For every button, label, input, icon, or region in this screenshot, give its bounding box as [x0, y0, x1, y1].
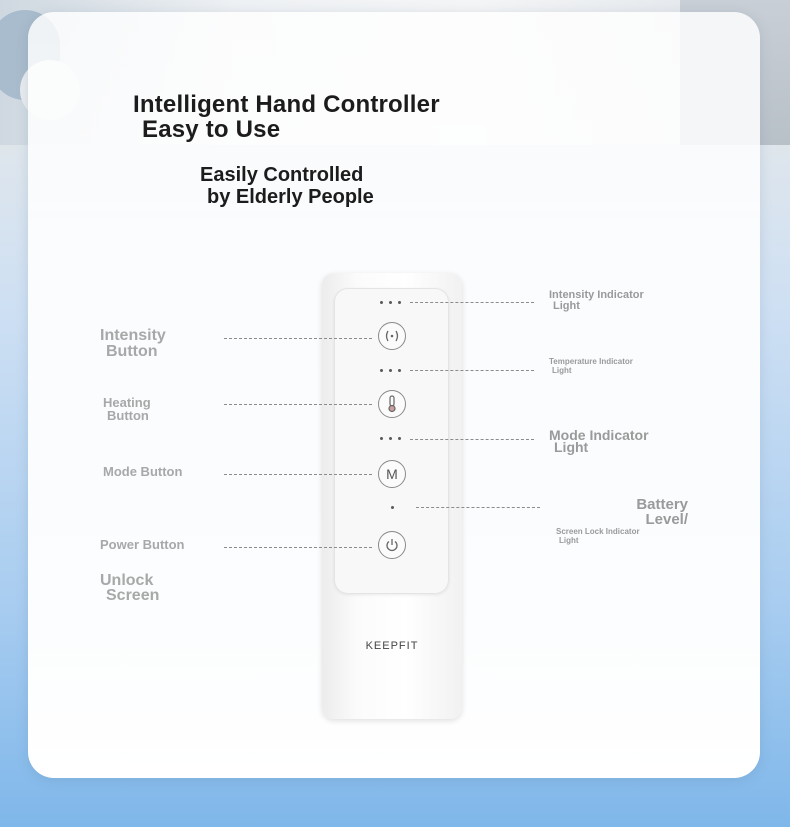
headline	[133, 92, 440, 142]
heating-button[interactable]	[378, 390, 406, 418]
intensity-indicator-label: Intensity Indicator Light	[549, 289, 644, 312]
headline-line-1: Intelligent Hand Controller	[133, 91, 440, 118]
mode-m-icon: M	[386, 466, 398, 482]
mode-button[interactable]	[378, 460, 406, 488]
battery-indicator-light	[391, 506, 395, 510]
thermometer-icon	[386, 395, 398, 413]
unlock-screen-label: Unlock Screen	[100, 572, 160, 604]
intensity-button[interactable]	[378, 322, 406, 350]
temperature-indicator-label: Temperature Indicator Light	[549, 357, 633, 375]
mode-button-label: Mode Button	[103, 464, 183, 479]
leader-line	[410, 302, 534, 303]
mode-indicator-label: Mode Indicator Light	[549, 427, 649, 455]
leader-line	[416, 507, 540, 508]
heating-button-label: Heating Button	[103, 395, 151, 423]
temperature-indicator-lights	[380, 369, 404, 373]
subheadline-line-1: Easily Controlled	[200, 164, 364, 186]
intensity-indicator-lights	[380, 301, 404, 305]
power-button-label: Power Button	[100, 537, 185, 552]
subheadline-line-2: by Elderly People	[207, 186, 374, 208]
power-icon	[385, 538, 399, 552]
brand-logo: KEEPFIT	[365, 640, 419, 652]
leader-line	[224, 404, 372, 405]
intensity-waves-icon	[383, 329, 401, 343]
power-button[interactable]	[378, 531, 406, 559]
battery-level-label: Battery Level/	[636, 496, 688, 528]
screen-lock-indicator-label: Screen Lock Indicator Light	[556, 527, 640, 545]
subheadline	[200, 164, 374, 208]
leader-line	[224, 474, 372, 475]
leader-line	[410, 370, 534, 371]
intensity-button-label: Intensity Button	[100, 327, 166, 360]
headline-line-2: Easy to Use	[142, 116, 281, 143]
leader-line	[224, 338, 372, 339]
leader-line	[410, 439, 534, 440]
leader-line	[224, 547, 372, 548]
mode-indicator-lights	[380, 437, 404, 441]
